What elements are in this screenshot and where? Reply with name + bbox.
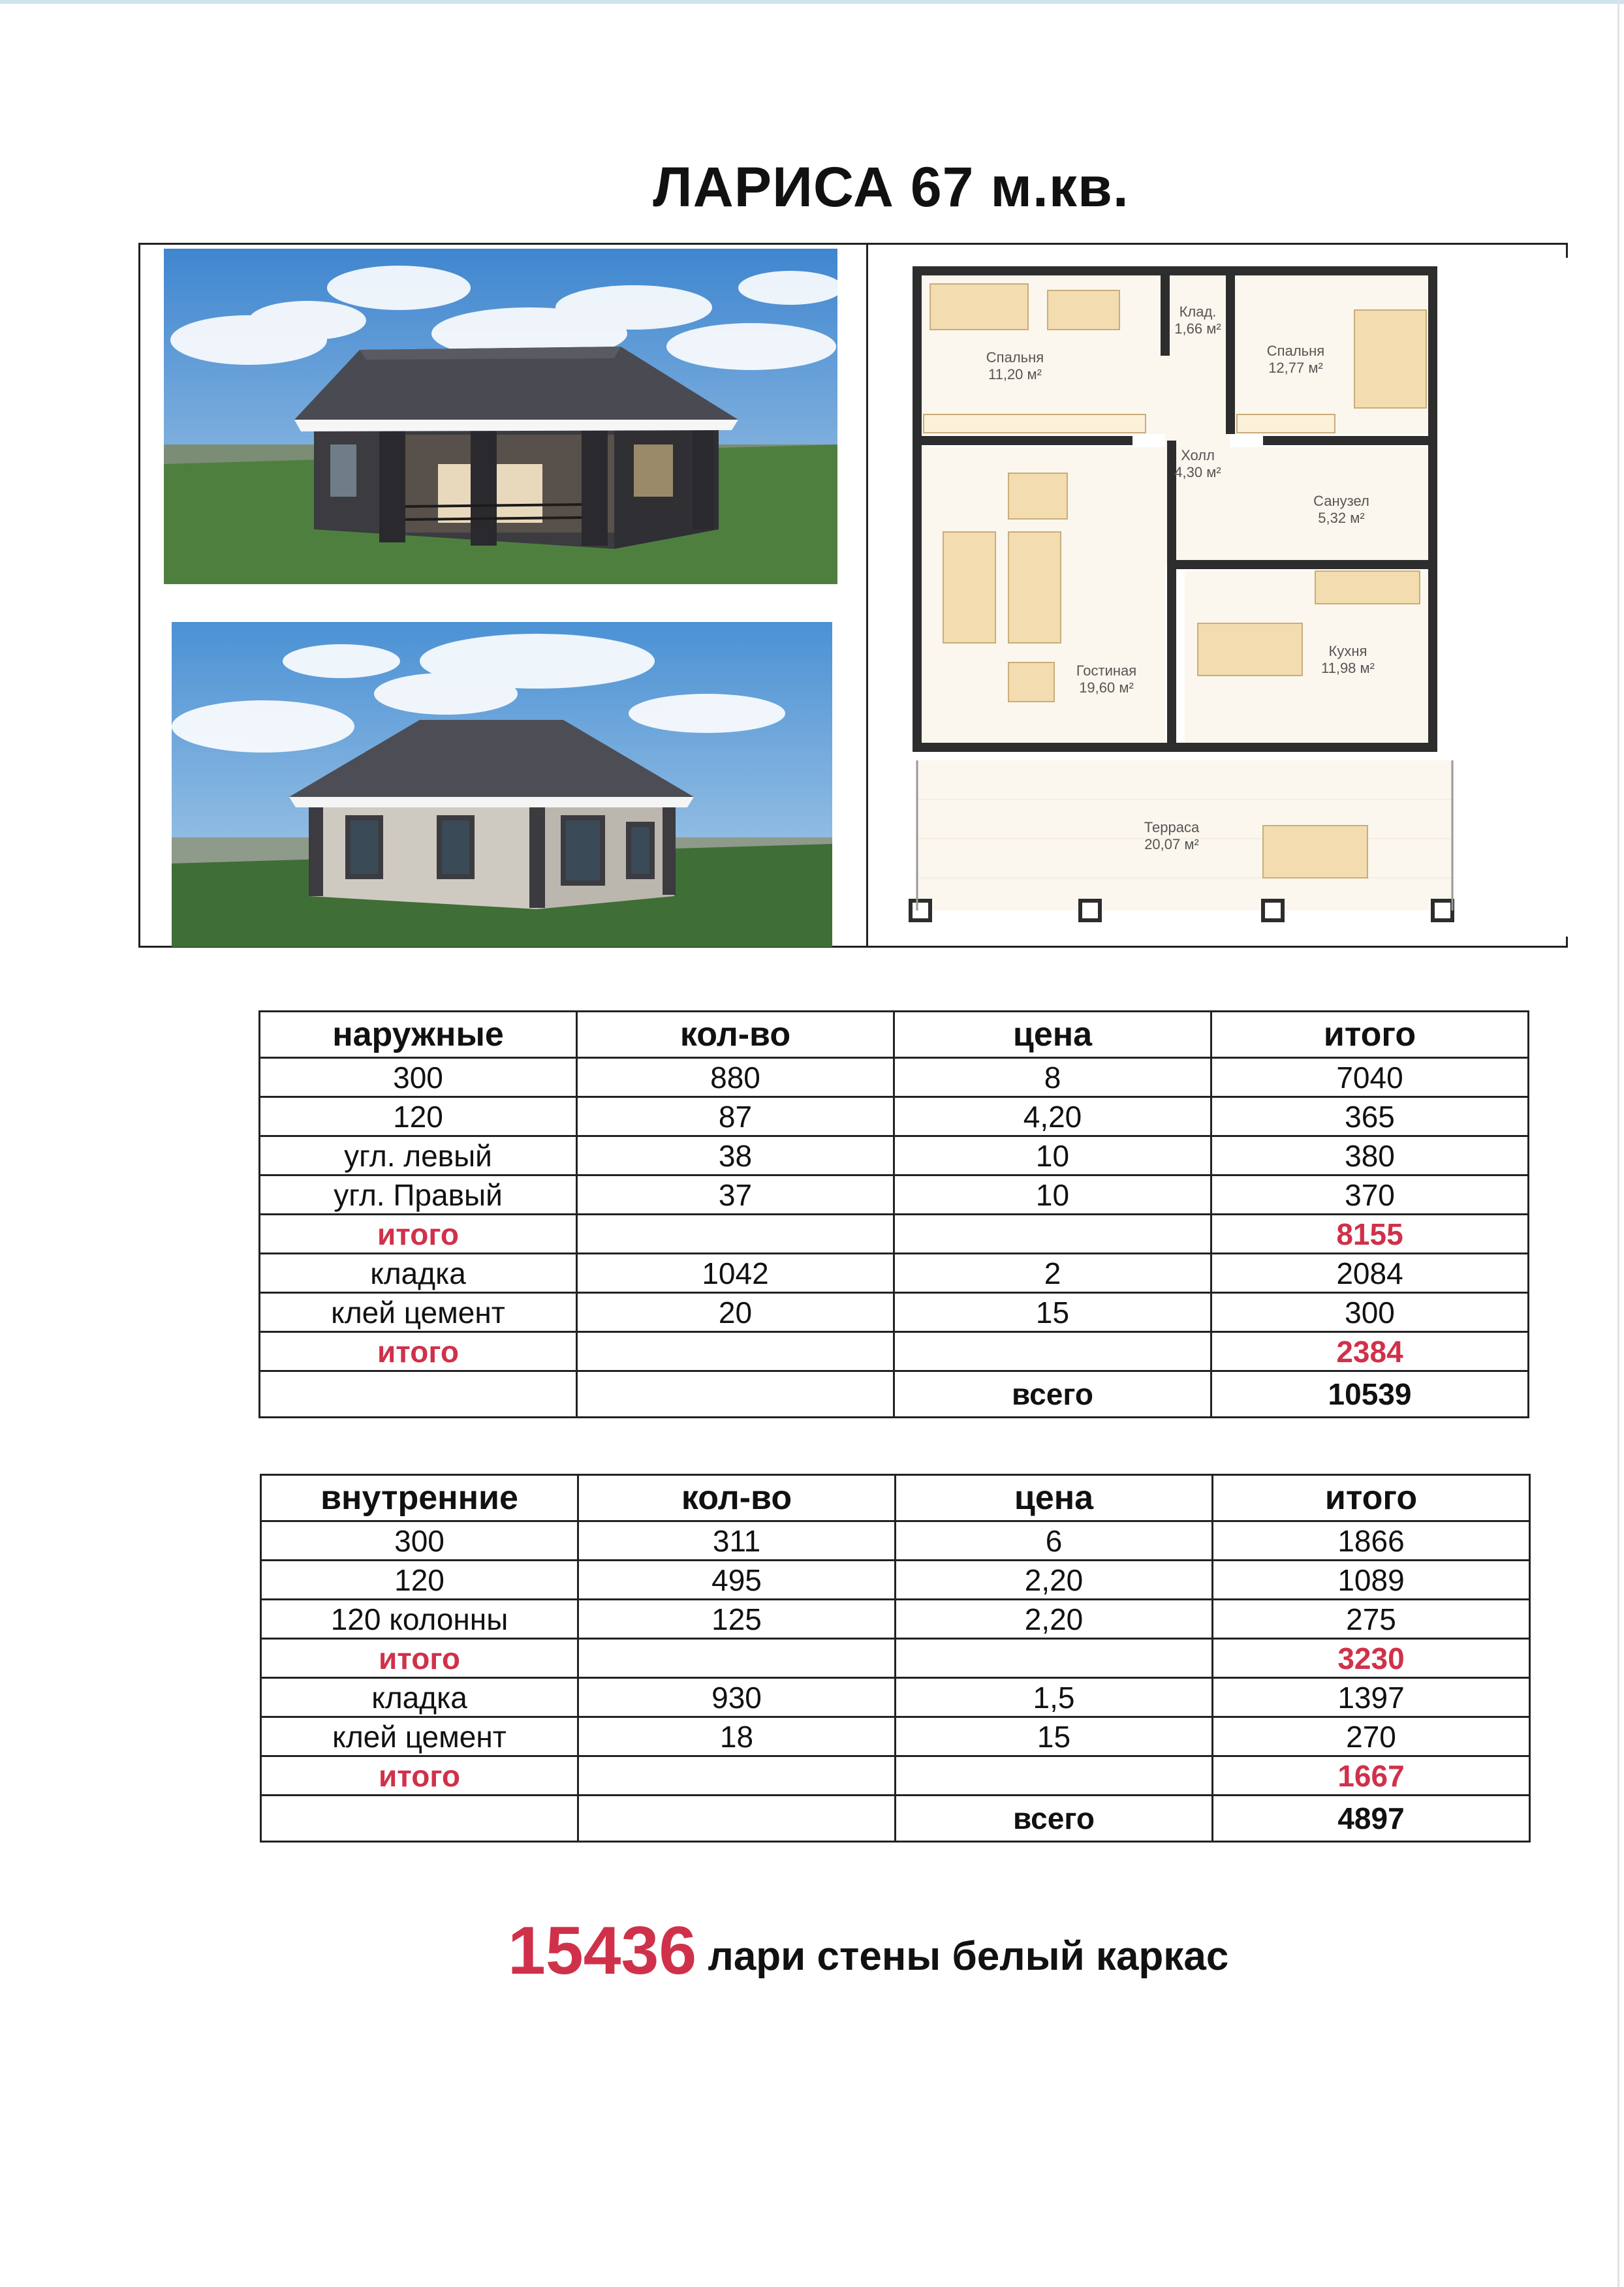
subtotal-value: 3230: [1213, 1639, 1530, 1678]
table-cell: 2: [894, 1254, 1211, 1293]
table-cell: [894, 1215, 1211, 1254]
scan-right-edge: [1617, 0, 1619, 2287]
table-cell: [578, 1756, 896, 1796]
plan-room-area: 11,98 м²: [1321, 660, 1375, 676]
table-cell: 8: [894, 1058, 1211, 1097]
table-cell: 1397: [1213, 1678, 1530, 1717]
subtotal-label: итого: [261, 1756, 578, 1796]
table-cell: 930: [578, 1678, 896, 1717]
table-cell: угл. Правый: [260, 1175, 577, 1215]
table-cell: 300: [1211, 1293, 1529, 1332]
floor-plan: [898, 258, 1579, 937]
table-cell: 10: [894, 1136, 1211, 1175]
table-cell: 880: [577, 1058, 894, 1097]
table-cell: кладка: [260, 1254, 577, 1293]
outer-walls-table: [258, 1010, 1529, 1418]
table-header-row: [260, 1012, 1529, 1058]
inner-walls-table: [260, 1474, 1531, 1843]
subtotal-row: [260, 1215, 1529, 1254]
total-label: всего: [894, 1371, 1211, 1418]
plan-room-name: Спальня: [986, 349, 1044, 366]
table-row: [260, 1175, 1529, 1215]
table-row: [261, 1717, 1530, 1756]
table-row: [260, 1097, 1529, 1136]
table-cell: [261, 1796, 578, 1842]
table-cell: 1866: [1213, 1521, 1530, 1561]
table-row: [260, 1254, 1529, 1293]
table-cell: 15: [896, 1717, 1213, 1756]
subtotal-label: итого: [260, 1332, 577, 1371]
table-cell: 300: [260, 1058, 577, 1097]
grand-total-amount: 15436: [508, 1913, 697, 1989]
plan-room-name: Санузел: [1313, 493, 1369, 509]
table-cell: клей цемент: [260, 1293, 577, 1332]
plan-room-name: Холл: [1181, 447, 1215, 463]
plan-room-area: 11,20 м²: [988, 366, 1042, 382]
table-cell: 365: [1211, 1097, 1529, 1136]
table-cell: [577, 1215, 894, 1254]
subtotal-label: итого: [260, 1215, 577, 1254]
table-cell: 4,20: [894, 1097, 1211, 1136]
plan-room-area: 12,77 м²: [1268, 360, 1323, 376]
table-cell: 275: [1213, 1600, 1530, 1639]
table-cell: 380: [1211, 1136, 1529, 1175]
header-cell: итого: [1211, 1012, 1529, 1058]
table-cell: 120 колонны: [261, 1600, 578, 1639]
table-cell: 38: [577, 1136, 894, 1175]
table-cell: 6: [896, 1521, 1213, 1561]
header-cell: цена: [894, 1012, 1211, 1058]
table-cell: 7040: [1211, 1058, 1529, 1097]
header-cell: наружные: [260, 1012, 577, 1058]
table-row: [261, 1521, 1530, 1561]
table-cell: 125: [578, 1600, 896, 1639]
total-row: [261, 1796, 1530, 1842]
table-cell: 311: [578, 1521, 896, 1561]
house-render-front: [164, 249, 837, 584]
table-cell: 1089: [1213, 1561, 1530, 1600]
plan-room-area: 20,07 м²: [1144, 836, 1199, 852]
total-row: [260, 1371, 1529, 1418]
scan-top-edge: [0, 0, 1624, 4]
table-row: [260, 1058, 1529, 1097]
table-row: [261, 1678, 1530, 1717]
plan-room-area: 5,32 м²: [1318, 510, 1365, 526]
table-row: [260, 1293, 1529, 1332]
subtotal-value: 1667: [1213, 1756, 1530, 1796]
header-cell: кол-во: [578, 1475, 896, 1521]
plan-room-name: Спальня: [1266, 343, 1325, 359]
total-label: всего: [896, 1796, 1213, 1842]
table-cell: 270: [1213, 1717, 1530, 1756]
plan-room-name: Кухня: [1328, 643, 1367, 659]
plan-room-name: Гостиная: [1076, 662, 1137, 679]
table-cell: [896, 1756, 1213, 1796]
grand-total: [508, 1912, 1228, 1991]
table-cell: 20: [577, 1293, 894, 1332]
table-header-row: [261, 1475, 1530, 1521]
header-cell: кол-во: [577, 1012, 894, 1058]
table-cell: 120: [260, 1097, 577, 1136]
table-cell: 1,5: [896, 1678, 1213, 1717]
subtotal-value: 8155: [1211, 1215, 1529, 1254]
table-cell: [260, 1371, 577, 1418]
table-cell: [896, 1639, 1213, 1678]
header-cell: цена: [896, 1475, 1213, 1521]
table-cell: угл. левый: [260, 1136, 577, 1175]
total-value: 4897: [1213, 1796, 1530, 1842]
house-render-rear: [172, 622, 832, 947]
table-cell: 37: [577, 1175, 894, 1215]
header-cell: итого: [1213, 1475, 1530, 1521]
table-row: [261, 1561, 1530, 1600]
table-cell: [894, 1332, 1211, 1371]
table-cell: 120: [261, 1561, 578, 1600]
table-cell: 10: [894, 1175, 1211, 1215]
table-cell: кладка: [261, 1678, 578, 1717]
project-illustration-frame: [138, 243, 1568, 948]
subtotal-row: [261, 1756, 1530, 1796]
table-cell: 300: [261, 1521, 578, 1561]
table-cell: клей цемент: [261, 1717, 578, 1756]
table-cell: 2,20: [896, 1561, 1213, 1600]
total-value: 10539: [1211, 1371, 1529, 1418]
table-cell: 1042: [577, 1254, 894, 1293]
table-cell: [577, 1371, 894, 1418]
header-cell: внутренние: [261, 1475, 578, 1521]
table-cell: 370: [1211, 1175, 1529, 1215]
subtotal-row: [261, 1639, 1530, 1678]
plan-room-area: 4,30 м²: [1174, 464, 1221, 480]
frame-divider: [866, 245, 868, 946]
subtotal-row: [260, 1332, 1529, 1371]
table-cell: 87: [577, 1097, 894, 1136]
table-cell: 2084: [1211, 1254, 1529, 1293]
plan-room-name: Клад.: [1179, 303, 1217, 320]
subtotal-label: итого: [261, 1639, 578, 1678]
plan-room-name: Терраса: [1144, 819, 1200, 835]
plan-room-area: 19,60 м²: [1079, 679, 1134, 696]
table-cell: 495: [578, 1561, 896, 1600]
plan-room-area: 1,66 м²: [1174, 320, 1221, 337]
grand-total-caption: лари стены белый каркас: [708, 1934, 1229, 1979]
table-row: [260, 1136, 1529, 1175]
table-cell: 2,20: [896, 1600, 1213, 1639]
table-cell: [578, 1639, 896, 1678]
table-cell: [578, 1796, 896, 1842]
table-cell: 18: [578, 1717, 896, 1756]
table-cell: 15: [894, 1293, 1211, 1332]
table-row: [261, 1600, 1530, 1639]
subtotal-value: 2384: [1211, 1332, 1529, 1371]
table-cell: [577, 1332, 894, 1371]
page-title: ЛАРИСА 67 м.кв.: [653, 156, 1129, 219]
